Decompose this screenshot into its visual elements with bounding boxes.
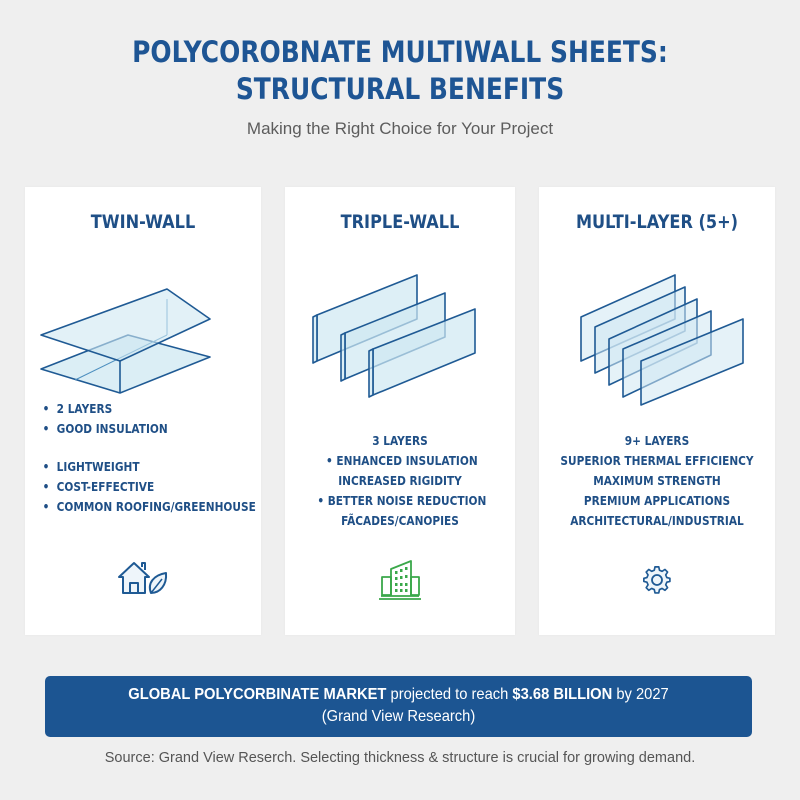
feature-item: ARCHITECTURAL/INDUSTRIAL: [570, 514, 744, 528]
feature-item: INCREASED RIGIDITY: [338, 474, 462, 488]
card-multi-layer: [539, 187, 775, 635]
card-triple-wall: [285, 187, 515, 635]
three-panels-icon: [285, 257, 515, 407]
source-note: Source: Grand View Reserch. Selecting thickness & structure is crucial for growing demand.: [104, 750, 696, 766]
feature-list: [25, 399, 261, 517]
house-leaf-icon: [116, 559, 170, 602]
title-line-2: STRUCTURAL BENEFITS: [235, 72, 565, 106]
two-panels-icon: [25, 257, 261, 407]
market-banner: [45, 676, 752, 737]
feature-item: FÃ̀CADES/CANOPIES: [341, 514, 459, 528]
banner-line-1: GLOBAL POLYCORBINATE MARKET projected to reach $3.68 BILLION by 2027: [128, 686, 669, 703]
feature-item: • COMMON ROOFING/GREENHOUSE: [42, 500, 256, 514]
feature-item: PREMIUM APPLICATIONS: [583, 494, 731, 508]
card-twin-wall: [25, 187, 261, 635]
page-title: [56, 34, 744, 108]
feature-item: • 2 LAYERS: [42, 402, 113, 416]
card-title: MULTI-LAYER (5+): [575, 211, 739, 233]
feature-item: 3 LAYERS: [372, 434, 428, 448]
title-line-1: POLYCOROBNATE MULTIWALL SHEETS:: [132, 35, 668, 69]
card-title: TRIPLE-WALL: [340, 211, 460, 233]
triple-wall-illustration: [285, 257, 515, 407]
feature-item: 9+ LAYERS: [624, 434, 690, 448]
gear-icon: [642, 565, 672, 600]
feature-item: • LIGHTWEIGHT: [42, 460, 140, 474]
page-subtitle: Making the Right Choice for Your Project: [246, 119, 554, 138]
feature-item: • BETTER NOISE REDUCTION: [317, 494, 487, 508]
feature-list: [285, 431, 515, 531]
feature-item: • ENHANCED INSULATION: [325, 454, 478, 468]
feature-item: • GOOD INSULATION: [42, 422, 168, 436]
feature-item: • COST-EFFECTIVE: [42, 480, 155, 494]
twin-wall-illustration: [25, 257, 261, 407]
multi-layer-illustration: [539, 257, 775, 407]
banner-line-2: (Grand View Research): [321, 708, 476, 725]
card-title: TWIN-WALL: [90, 211, 196, 233]
building-icon: [377, 559, 423, 606]
feature-item: SUPERIOR THERMAL EFFICIENCY: [560, 454, 754, 468]
five-panels-icon: [539, 257, 775, 407]
feature-item: MAXIMUM STRENGTH: [593, 474, 721, 488]
feature-list: [539, 431, 775, 531]
